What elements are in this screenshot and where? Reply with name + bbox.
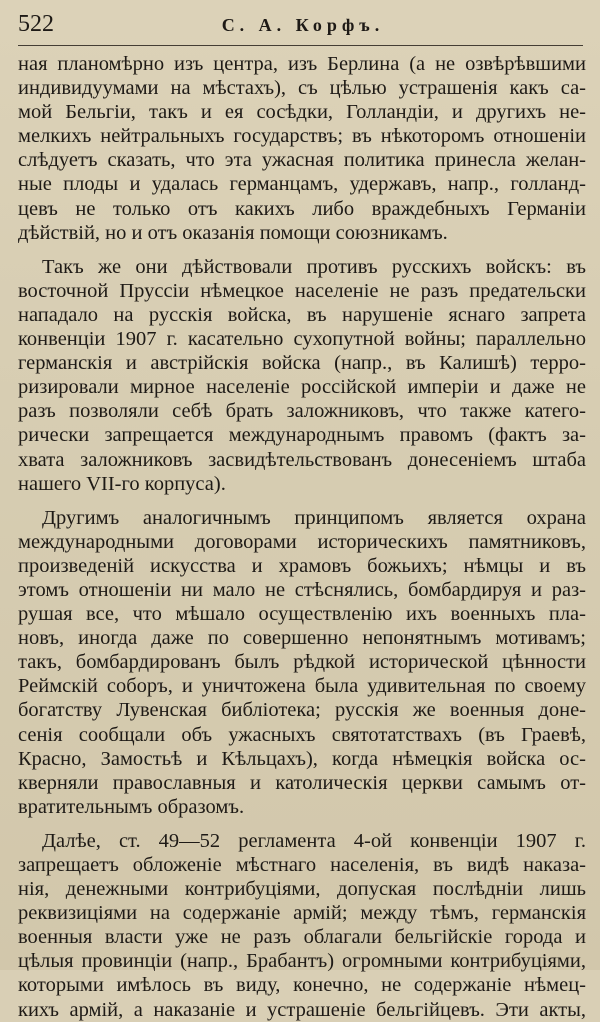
text-line: запрещаетъ обложеніе мѣстнаго населенія, въ видѣ наказа- — [18, 854, 586, 876]
text-line: этомъ отношеніи ни мало не стѣснялись, бомбардируя и раз- — [18, 578, 586, 601]
text-line: нія, денежными контрибуціями, допуская послѣдніи лишь — [18, 878, 586, 901]
text-line: кихъ армій, а наказаніе и устрашеніе бельгійцевъ. Эти акты, — [18, 998, 586, 1021]
header-rule — [18, 45, 583, 46]
text-line: ная планомѣрно изъ центра, изъ Берлина (а не озвѣрѣвшими — [18, 53, 586, 75]
text-line: дѣйствій, но и отъ оказанія помощи союзникамъ. — [18, 221, 448, 244]
text-line: реквизиціями на содержаніе армій; между тѣмъ, германскія — [18, 902, 586, 925]
text-line: международными договорами историческихъ памятниковъ, — [18, 530, 586, 553]
text-line: произведеній искусства и храмовъ божьихъ; нѣмцы и въ — [18, 554, 586, 577]
text-line: разъ позволяли себѣ брать заложниковъ, что также катего- — [18, 400, 586, 423]
paragraph-1 — [18, 52, 586, 245]
text-line: вратительнымъ образомъ. — [18, 795, 245, 818]
text-line: ные плоды и удалась германцамъ, удержавъ, напр., голланд- — [18, 173, 586, 196]
text-line: индивидуумами на мѣстахъ), съ цѣлью устрашенія какъ са- — [18, 77, 586, 100]
paragraph-gap — [18, 245, 586, 255]
text-line: сенія сообщали объ ужасныхъ святотатствахъ (въ Граевѣ, — [18, 723, 586, 746]
text-line: Реймскій соборъ, и уничтожена была удивительная по своему — [18, 675, 586, 698]
text-line: рушая все, что мѣшало осуществленію ихъ военныхъ пла- — [18, 603, 586, 626]
text-line: которыми имѣлось въ виду, конечно, не содержаніе нѣмец- — [18, 974, 586, 997]
text-line: конвенціи 1907 г. касательно сухопутной войны; параллельно — [18, 328, 586, 351]
text-line: германскія и австрійскія войска (напр., въ Калишѣ) терро- — [18, 352, 586, 375]
text-line: рически запрещается международнымъ правомъ (фактъ за- — [18, 424, 586, 447]
text-line: такъ, бомбардированъ былъ рѣдкой исторической цѣнности — [18, 651, 586, 674]
text-line: хвата заложниковъ засвидѣтельствованъ донесеніемъ штаба — [18, 448, 586, 471]
text-line: Далѣе, ст. 49—52 регламента 4-ой конвенціи 1907 г. — [42, 829, 586, 852]
paragraph-3 — [18, 506, 586, 819]
text-line: военныя власти уже не разъ облагали бельгійскіе города и — [18, 926, 586, 949]
paragraph-4 — [18, 829, 586, 1022]
text-line: кверняли православныя и католическія церкви самымъ от- — [18, 771, 586, 794]
running-head: С. А. Корфъ. — [221, 15, 385, 35]
paragraph-gap — [18, 819, 586, 829]
text-line: цѣлыя провинціи (напр., Брабантъ) огромными контрибуціями, — [18, 950, 586, 973]
body-text — [18, 52, 586, 1022]
text-line: мой Бельгіи, такъ и ея сосѣдки, Голландіи, и другихъ не- — [18, 101, 586, 124]
page-header — [18, 10, 588, 38]
text-line: нашего VII-го корпуса). — [18, 472, 226, 495]
text-line: Другимъ аналогичнымъ принципомъ является охрана — [42, 506, 586, 529]
text-line: Такъ же они дѣйствовали противъ русскихъ войскъ: въ — [42, 255, 586, 278]
page-number: 522 — [18, 11, 54, 37]
text-line: Красно, Замостьѣ и Кѣльцахъ), когда нѣмецкія войска ос- — [18, 747, 586, 770]
paragraph-gap — [18, 496, 586, 506]
text-line: мелкихъ нейтральныхъ государствъ; въ нѣкоторомъ отношеніи — [18, 125, 586, 148]
text-line: слѣдуетъ сказать, что эта ужасная политика принесла желан- — [18, 149, 586, 172]
text-line: восточной Пруссіи нѣмецкое населеніе не разъ предательски — [18, 279, 586, 302]
text-line: новъ, иногда даже по совершенно непонятнымъ мотивамъ; — [18, 627, 586, 650]
text-line: богатству Лувенская библіотека; русскія же военныя доне- — [18, 699, 586, 722]
text-line: нападало на русскія войска, въ нарушеніе яснаго запрета — [18, 303, 586, 326]
paragraph-2 — [18, 255, 586, 496]
text-line: цевъ не только отъ какихъ либо враждебныхъ Германіи — [18, 197, 586, 220]
text-line: ризировали мирное населеніе россійской имперіи и даже не — [18, 376, 586, 399]
